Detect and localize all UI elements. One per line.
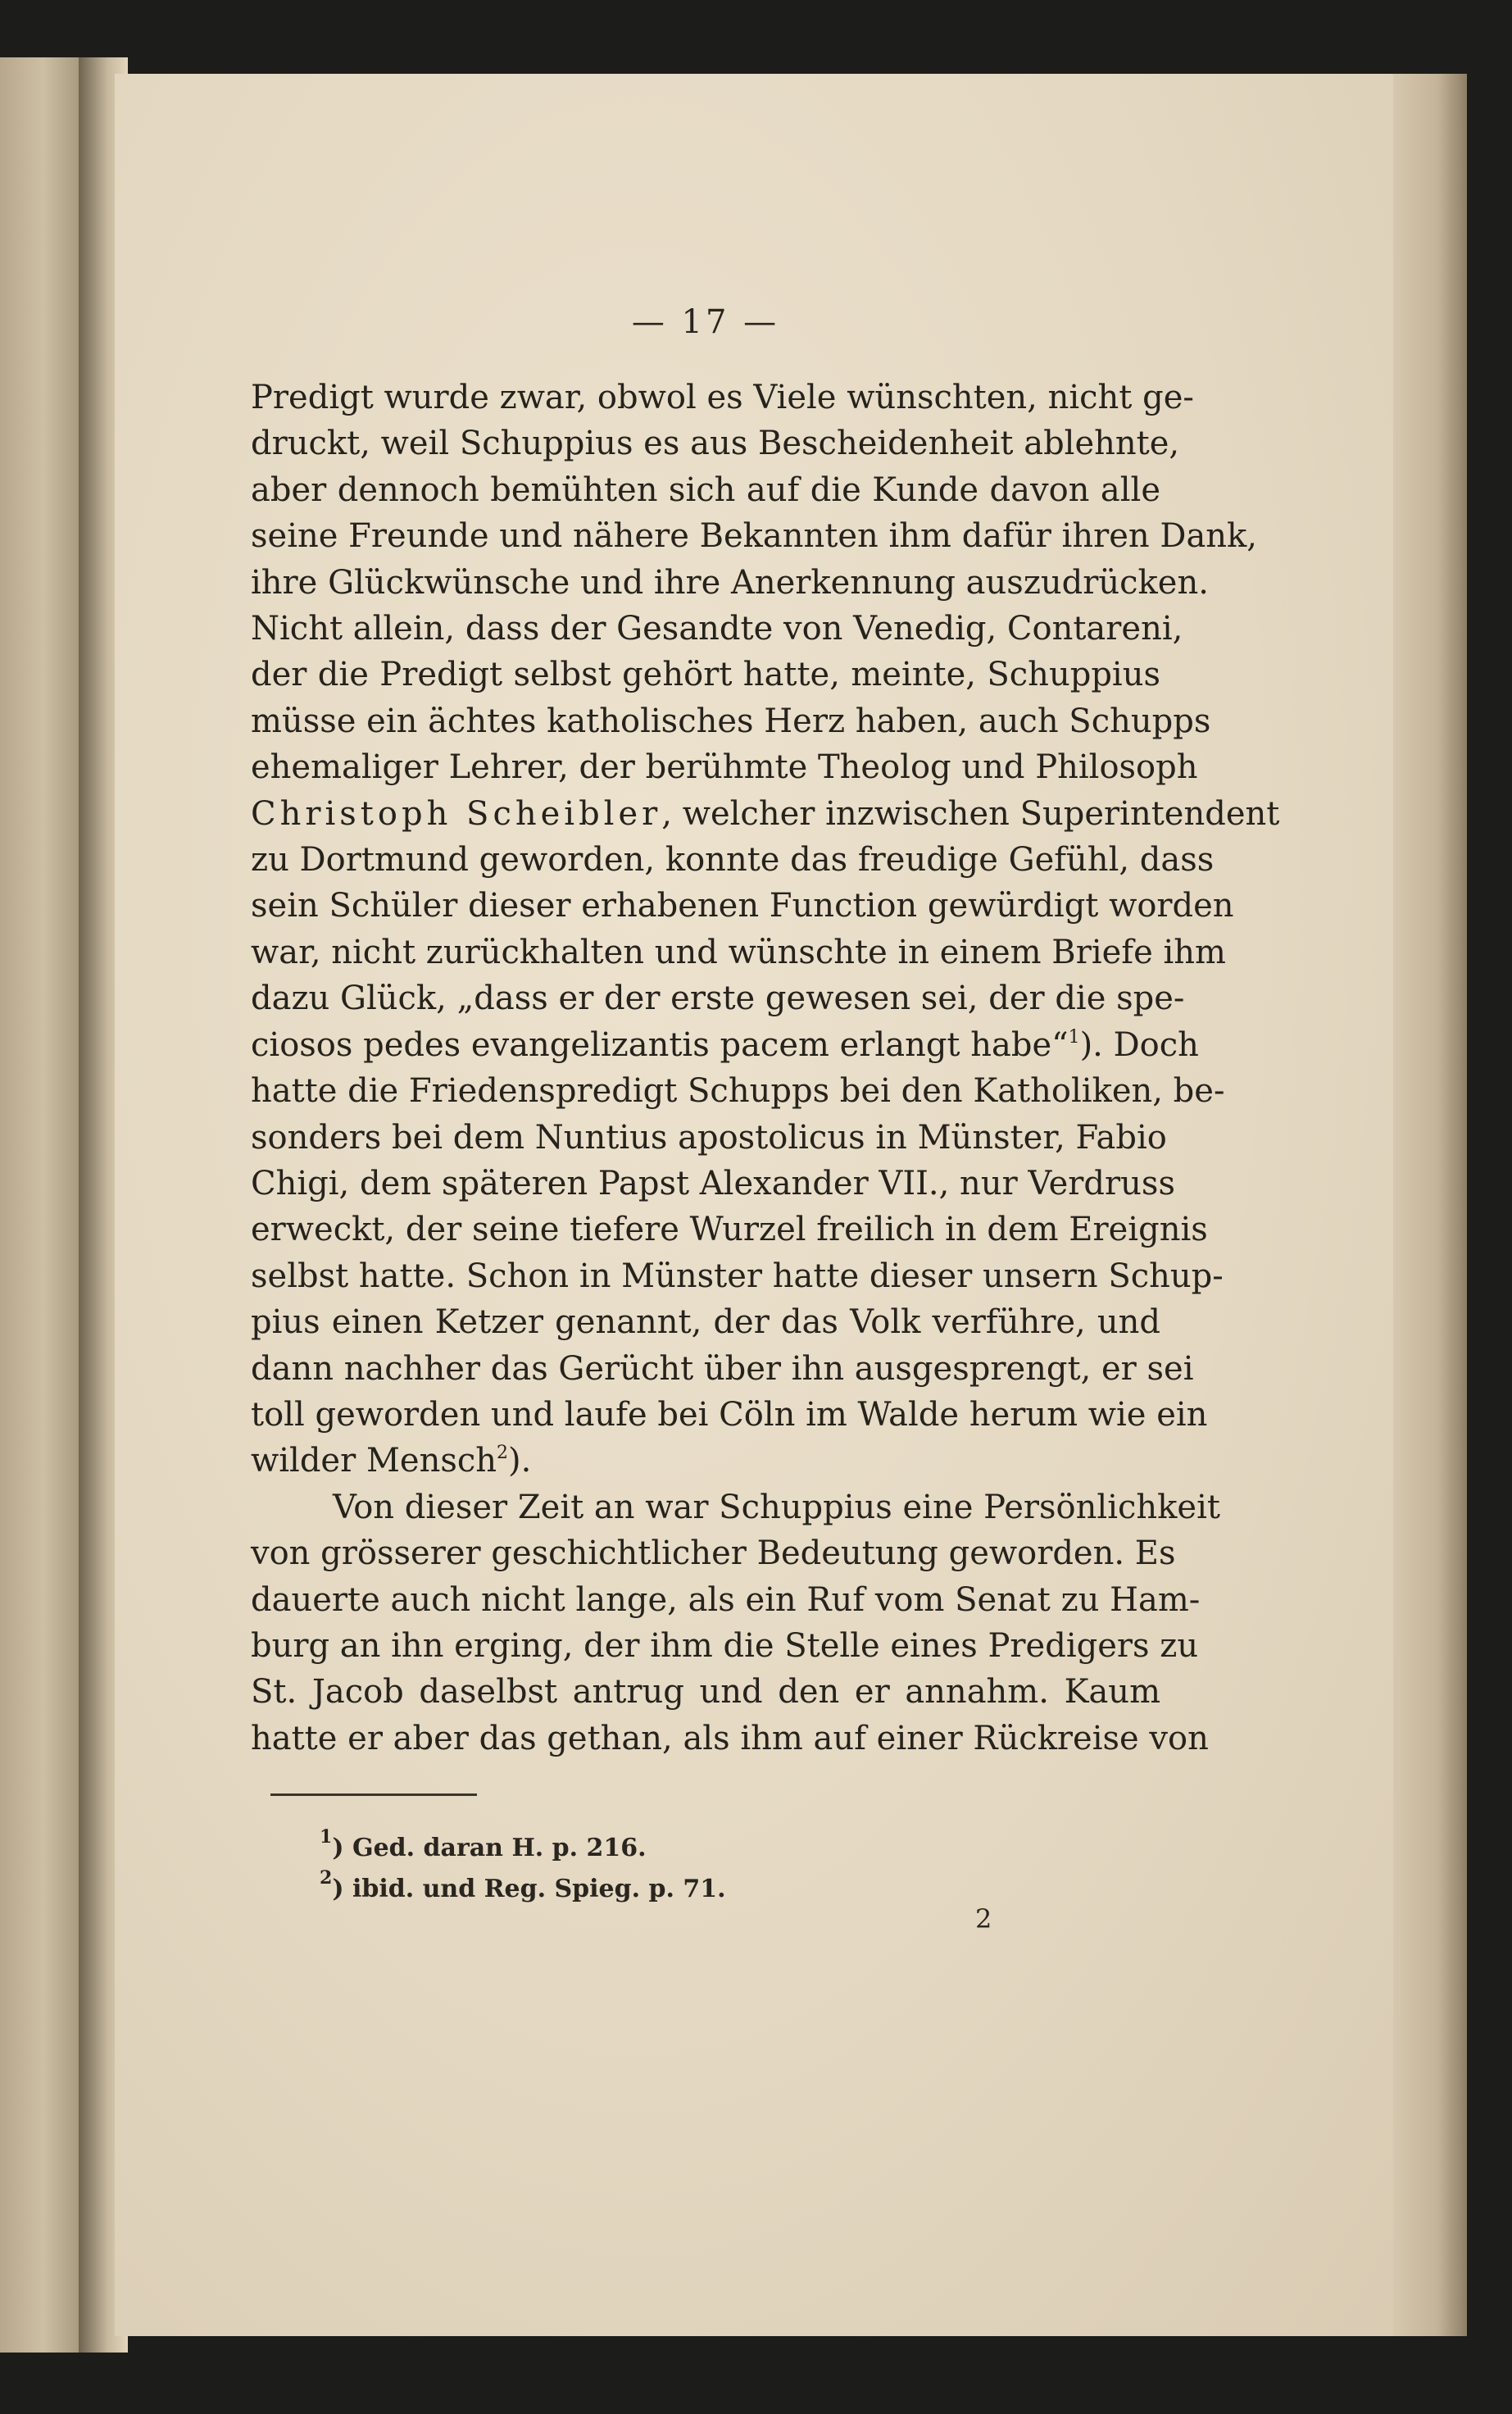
text-line: der die Predigt selbst gehört hatte, meinte, Schuppius [251,656,1160,694]
text-line: sein Schüler dieser erhabenen Function gewürdigt worden [251,887,1234,925]
footnote [320,1869,893,1910]
text-segment: , welcher inzwischen Superintendent [661,794,1280,833]
footnote-mark: 2 [320,1867,333,1889]
text-line: selbst hatte. Schon in Münster hatte dieser unsern Schup- [251,1257,1224,1295]
text-line-spaced-name [251,791,1280,837]
text-line-with-footnote [251,1438,1160,1484]
text-line: Predigt wurde zwar, obwol es Viele wünschten, nicht ge- [251,379,1194,416]
text-line: von grösserer geschichtlicher Bedeutung geworden. Es [251,1534,1176,1573]
footnote-text: ) ibid. und Reg. Spieg. p. 71. [332,1875,726,1903]
signature-mark: 2 [975,1903,992,1934]
text-segment: ). Doch [1079,1025,1199,1064]
footnote-mark: 1 [320,1826,333,1848]
text-line: erweckt, der seine tiefere Wurzel freilich in dem Ereignis [251,1211,1208,1249]
text-line: müsse ein ächtes katholisches Herz haben, auch Schupps [251,702,1211,740]
person-name-spaced: Christoph Scheibler [251,794,662,833]
text-line: war, nicht zurückhalten und wünschte in einem Briefe ihm [251,933,1226,971]
text-line: pius einen Ketzer genannt, der das Volk verführe, und [251,1303,1160,1342]
text-line: zu Dortmund geworden, konnte das freudige Gefühl, dass [251,841,1215,880]
text-line: druckt, weil Schuppius es aus Bescheidenheit ablehnte, [251,425,1180,463]
footnote-text: ) Ged. daran H. p. 216. [332,1834,647,1862]
text-line: dann nachher das Gerücht über ihn ausgesprengt, er sei [251,1349,1194,1388]
text-segment: ciosos pedes evangelizantis pacem erlangt habe“ [251,1025,1069,1064]
text-line: St. Jacob daselbst antrug und den er annahm. Kaum [251,1673,1160,1712]
page-number: — 17 — [631,303,780,341]
text-line: sonders bei dem Nuntius apostolicus in Münster, Fabio [251,1118,1167,1157]
text-line: hatte die Friedenspredigt Schupps bei den Katholiken, be- [251,1072,1225,1111]
text-line: dauerte auch nicht lange, als ein Ruf vom Senat zu Ham- [251,1580,1201,1619]
text-line: aber dennoch bemühten sich auf die Kunde davon alle [251,471,1160,509]
left-page-edge [0,57,79,2353]
text-segment: wilder Mensch [251,1442,497,1480]
text-line: hatte er aber das gethan, als ihm auf einer Rückreise von [251,1719,1209,1757]
text-line: Nicht allein, dass der Gesandte von Venedig, Contareni, [251,610,1183,648]
text-line: Chigi, dem späteren Papst Alexander VII., nur Verdruss [251,1164,1175,1202]
body-text [251,375,1280,1762]
text-line: dazu Glück, „dass er der erste gewesen sei, der die spe- [251,980,1185,1018]
text-line: toll geworden und laufe bei Cöln im Walde herum wie ein [251,1395,1208,1434]
text-line-with-footnote [251,1022,1199,1068]
text-line: ihre Glückwünsche und ihre Anerkennung auszudrücken. [251,563,1209,602]
text-line: seine Freunde und nähere Bekannten ihm dafür ihren Dank, [251,517,1258,556]
footnote-ref: 2 [497,1443,509,1464]
text-line-paragraph-start: Von dieser Zeit an war Schuppius eine Persönlichkeit [333,1488,1220,1526]
page-edge-shadow [1393,74,1467,2336]
footnotes [320,1828,893,1910]
text-segment: ). [508,1442,532,1480]
footnote [320,1828,893,1869]
footnote-rule [270,1793,477,1796]
footnote-ref: 1 [1068,1026,1080,1048]
text-line: burg an ihn erging, der ihm die Stelle eines Predigers zu [251,1626,1199,1665]
text-line: ehemaliger Lehrer, der berühmte Theolog und Philosoph [251,748,1198,787]
